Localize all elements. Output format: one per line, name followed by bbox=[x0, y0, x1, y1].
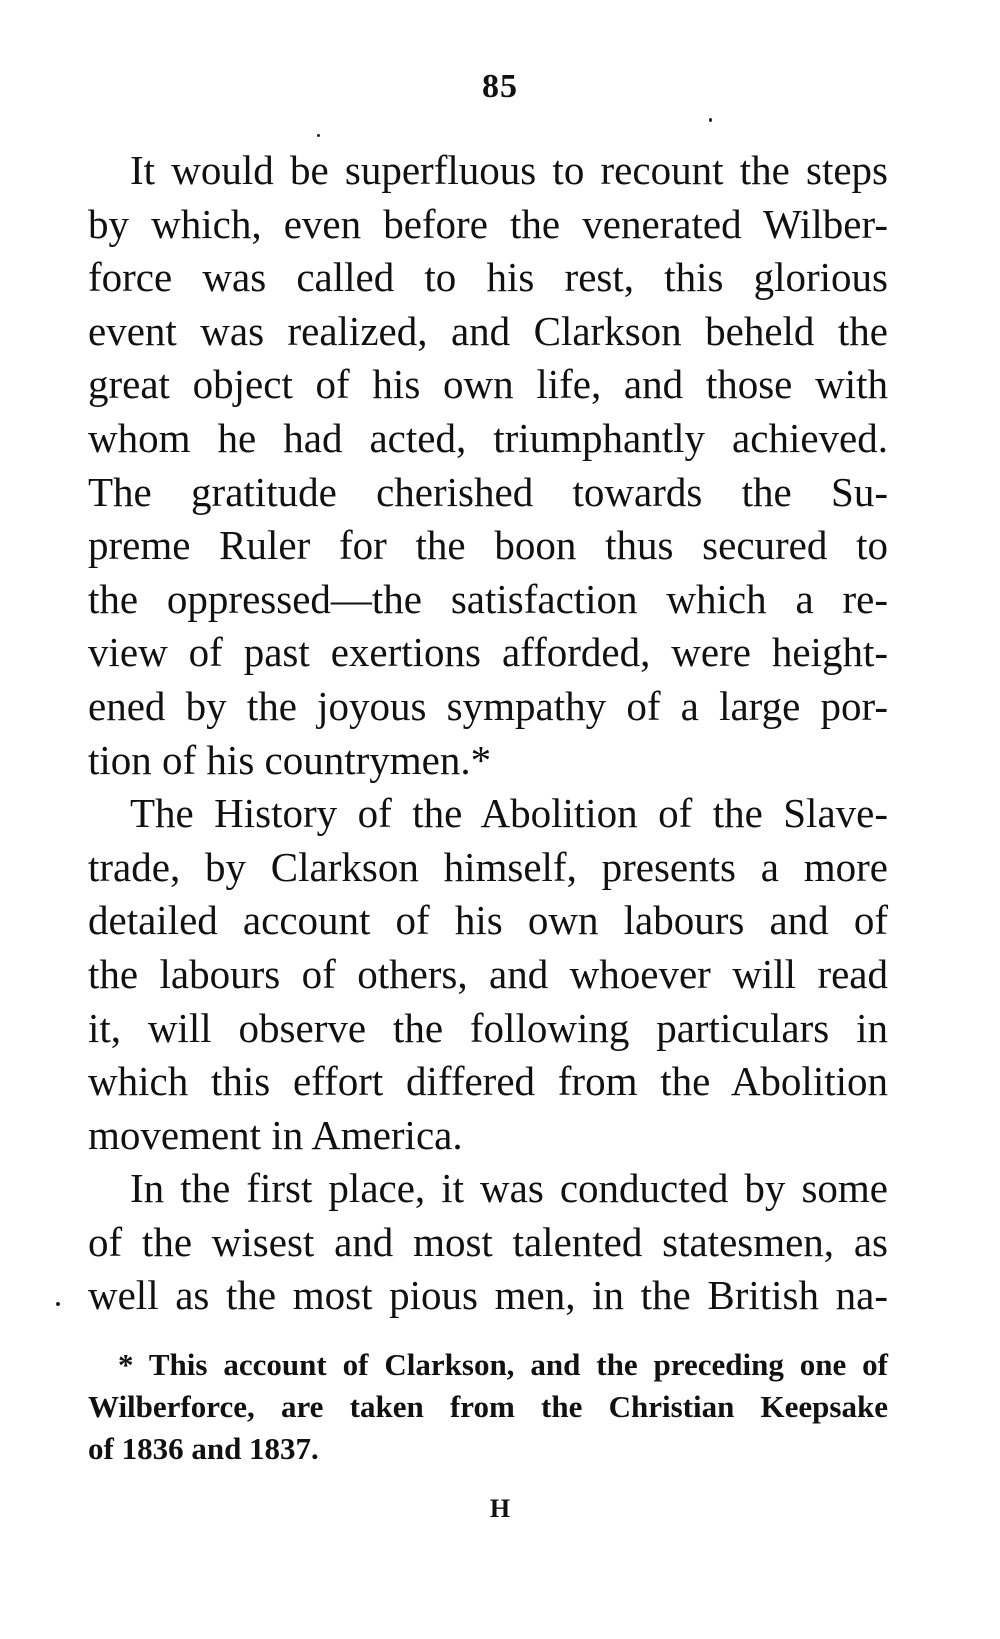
text-line: ened by the joyous sympathy of a large por- bbox=[88, 682, 888, 729]
text-line: well as the most pious men, in the British na- bbox=[88, 1272, 888, 1319]
footnote-line: Wilberforce, are taken from the Christian Keepsake bbox=[88, 1389, 888, 1424]
text-line: movement in America. bbox=[88, 1111, 463, 1158]
print-speck bbox=[317, 134, 320, 137]
text-line: whom he had acted, triumphantly achieved. bbox=[88, 414, 888, 461]
text-line: force was called to his rest, this glorious bbox=[88, 254, 888, 301]
paragraph-3 bbox=[88, 1162, 888, 1323]
text-line: view of past exertions afforded, were height- bbox=[88, 629, 888, 676]
text-line: The History of the Abolition of the Slave- bbox=[130, 790, 888, 837]
text-line: tion of his countrymen.* bbox=[88, 736, 492, 783]
text-line: the oppressed—the satisfaction which a re- bbox=[88, 575, 888, 622]
text-line: In the first place, it was conducted by some bbox=[130, 1165, 888, 1212]
footnote bbox=[88, 1344, 888, 1470]
text-line: it, will observe the following particulars in bbox=[88, 1004, 888, 1051]
text-line: It would be superfluous to recount the steps bbox=[130, 147, 888, 193]
text-line: great object of his own life, and those with bbox=[88, 361, 888, 408]
body-text bbox=[88, 144, 888, 1323]
text-line: by which, even before the venerated Wilber- bbox=[88, 200, 888, 247]
print-speck bbox=[56, 1302, 60, 1306]
signature-mark: H bbox=[489, 1494, 511, 1523]
text-line: detailed account of his own labours and of bbox=[88, 897, 888, 944]
text-line: the labours of others, and whoever will read bbox=[88, 950, 888, 997]
footnote-line: * This account of Clarkson, and the preceding one of bbox=[118, 1347, 888, 1382]
text-line: trade, by Clarkson himself, presents a more bbox=[88, 843, 888, 890]
text-line: The gratitude cherished towards the Su- bbox=[88, 468, 888, 515]
footnote-line: of 1836 and 1837. bbox=[88, 1431, 319, 1466]
text-line: which this effort differed from the Abolition bbox=[88, 1058, 888, 1105]
page-number: 85 bbox=[482, 68, 518, 105]
text-line: of the wisest and most talented statesmen, as bbox=[88, 1218, 888, 1265]
paragraph-2 bbox=[88, 787, 888, 1162]
text-line: event was realized, and Clarkson beheld the bbox=[88, 307, 888, 354]
text-line: preme Ruler for the boon thus secured to bbox=[88, 522, 888, 569]
paragraph-1 bbox=[88, 144, 888, 787]
print-speck bbox=[709, 118, 712, 122]
